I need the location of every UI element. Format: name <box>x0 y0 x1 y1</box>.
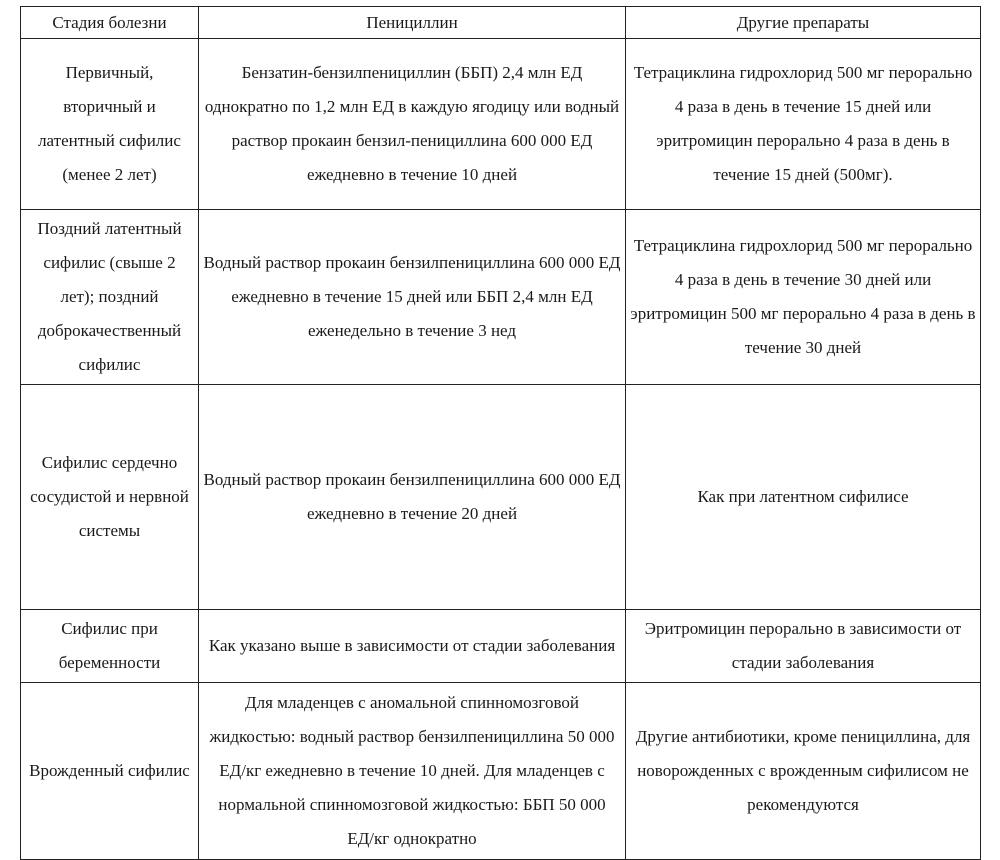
cell-other-drugs: Тетрациклина гидрохлорид 500 мг перорально 4 раза в день в течение 15 дней или эритромицин перорально 4 раза в день в течение 15 дней (500мг). <box>626 39 981 210</box>
table-row <box>21 210 981 385</box>
cell-other-drugs: Эритромицин перорально в зависимости от стадии заболевания <box>626 610 981 683</box>
header-stage: Стадия болезни <box>21 7 199 39</box>
table-row <box>21 683 981 860</box>
cell-stage: Сифилис при беременности <box>21 610 199 683</box>
cell-stage: Первичный, вторичный и латентный сифилис (менее 2 лет) <box>21 39 199 210</box>
cell-penicillin: Водный раствор прокаин бензилпенициллина 600 000 ЕД ежедневно в течение 15 дней или ББП 2,4 млн ЕД еженедельно в течение 3 нед <box>199 210 626 385</box>
cell-other-drugs: Другие антибиотики, кроме пенициллина, для новорожденных с врожденным сифилисом не рекомендуются <box>626 683 981 860</box>
table-row <box>21 385 981 610</box>
table-header-row <box>21 7 981 39</box>
treatment-table <box>20 6 981 860</box>
table-row <box>21 610 981 683</box>
cell-penicillin: Бензатин-бензилпенициллин (ББП) 2,4 млн ЕД однократно по 1,2 млн ЕД в каждую ягодицу или водный раствор прокаин бензил-пенициллина 600 000 ЕД ежедневно в течение 10 дней <box>199 39 626 210</box>
cell-other-drugs: Как при латентном сифилисе <box>626 385 981 610</box>
header-penicillin: Пенициллин <box>199 7 626 39</box>
header-other-drugs: Другие препараты <box>626 7 981 39</box>
cell-stage: Врожденный сифилис <box>21 683 199 860</box>
cell-other-drugs: Тетрациклина гидрохлорид 500 мг перорально 4 раза в день в течение 30 дней или эритромицин 500 мг перорально 4 раза в день в течение 30 дней <box>626 210 981 385</box>
cell-stage: Сифилис сердечно сосудистой и нервной системы <box>21 385 199 610</box>
table-row <box>21 39 981 210</box>
cell-penicillin: Для младенцев с аномальной спинномозговой жидкостью: водный раствор бензилпенициллина 50 000 ЕД/кг ежедневно в течение 10 дней. Для младенцев с нормальной спинномозговой жидкостью: ББП 50 000 ЕД/кг однократно <box>199 683 626 860</box>
cell-penicillin: Водный раствор прокаин бензилпенициллина 600 000 ЕД ежедневно в течение 20 дней <box>199 385 626 610</box>
cell-stage: Поздний латентный сифилис (свыше 2 лет); поздний доброкачественный сифилис <box>21 210 199 385</box>
cell-penicillin: Как указано выше в зависимости от стадии заболевания <box>199 610 626 683</box>
